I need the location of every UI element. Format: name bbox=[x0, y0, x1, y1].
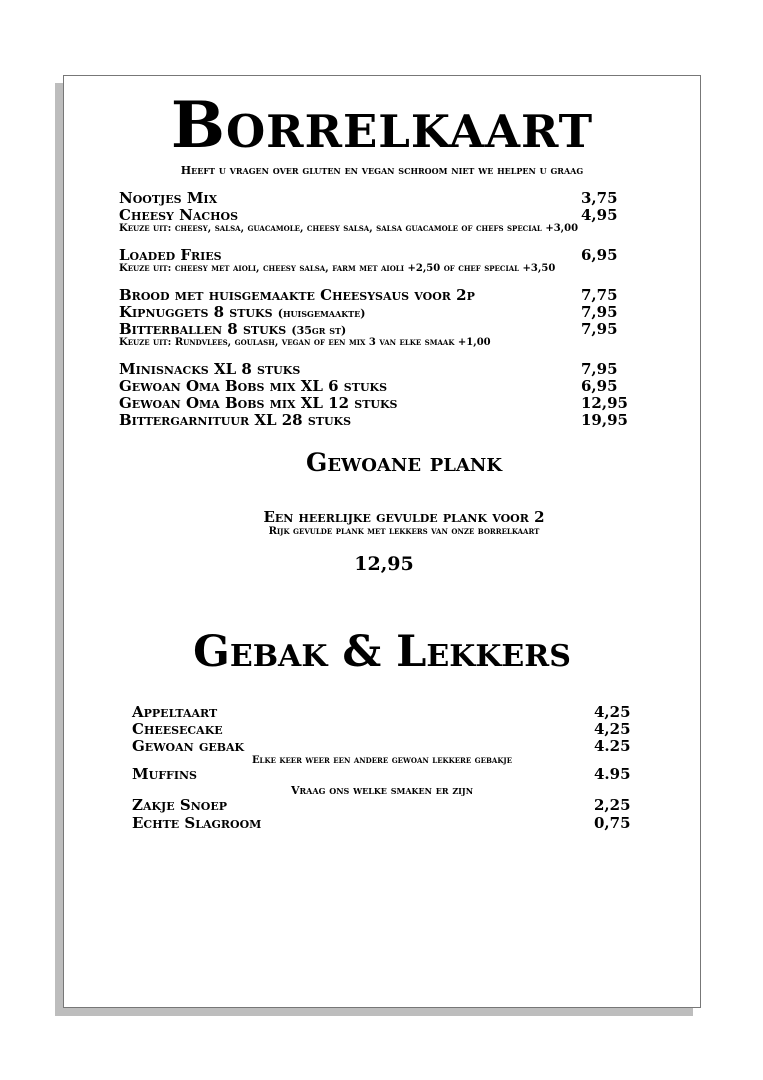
item-price: 4,25 bbox=[594, 703, 631, 721]
menu-item bbox=[119, 207, 619, 224]
item-price: 6,95 bbox=[581, 246, 618, 264]
item-extra: (35gr st) bbox=[291, 324, 347, 337]
item-price: 4,95 bbox=[581, 206, 618, 224]
menu-item bbox=[132, 738, 632, 755]
item-note: Vraag ons welke smaken er zijn bbox=[290, 784, 474, 797]
menu-item bbox=[119, 411, 628, 429]
menu-item bbox=[132, 721, 632, 738]
item-name: Zakje Snoep bbox=[132, 796, 227, 814]
item-price: 7,95 bbox=[581, 303, 618, 321]
menu-item bbox=[119, 190, 619, 207]
item-name: Gewoan Oma Bobs mix XL 12 stuks bbox=[119, 394, 398, 412]
gebak-title: Gebak & Lekkers bbox=[193, 627, 571, 677]
item-name: Nootjes Mix bbox=[119, 189, 218, 207]
item-name: Cheesecake bbox=[132, 720, 223, 738]
item-name: Echte Slagroom bbox=[132, 814, 262, 832]
item-price: 0,75 bbox=[594, 814, 631, 832]
item-price: 4,25 bbox=[594, 720, 631, 738]
item-name: Cheesy Nachos bbox=[119, 206, 239, 224]
item-price: 7,95 bbox=[581, 360, 618, 378]
menu-item bbox=[132, 815, 632, 832]
item-name: Brood met huisgemaakte Cheesysaus voor 2p bbox=[119, 286, 475, 304]
item-name: Gewoan gebak bbox=[132, 737, 245, 755]
item-note: Keuze uit: cheesy, salsa, guacamole, cheesy salsa, salsa guacamole of chefs special +3,00 bbox=[119, 223, 579, 234]
item-price: 7,75 bbox=[581, 286, 618, 304]
menu-item bbox=[119, 394, 628, 412]
item-name: Muffins bbox=[132, 765, 197, 783]
menu-page bbox=[63, 75, 701, 1008]
item-name: Bitterballen 8 stuks bbox=[119, 320, 287, 338]
item-price: 12,95 bbox=[581, 394, 628, 412]
menu-item bbox=[119, 378, 619, 395]
item-price: 6,95 bbox=[581, 377, 618, 395]
item-price: 4.95 bbox=[594, 765, 631, 783]
item-price: 7,95 bbox=[581, 320, 618, 338]
item-extra: (huisgemaakte) bbox=[277, 307, 366, 320]
item-name: Bittergarnituur XL 28 stuks bbox=[119, 411, 352, 429]
item-price: 2,25 bbox=[594, 796, 631, 814]
menu-item bbox=[119, 247, 619, 264]
plank-subtitle: Een heerlijke gevulde plank voor 2 bbox=[263, 508, 545, 526]
page-subtitle: Heeft u vragen over gluten en vegan schroom niet we helpen u graag bbox=[180, 164, 584, 177]
plank-description: Rijk gevulde plank met lekkers van onze borrelkaart bbox=[268, 526, 540, 537]
menu-item bbox=[119, 287, 619, 304]
plank-price: 12,95 bbox=[354, 553, 414, 575]
item-price: 19,95 bbox=[581, 411, 628, 429]
item-name: Kipnuggets 8 stuks bbox=[119, 303, 273, 321]
item-price: 3,75 bbox=[581, 189, 618, 207]
item-name: Appeltaart bbox=[132, 703, 218, 721]
menu-item bbox=[132, 704, 632, 721]
menu-item bbox=[132, 766, 632, 783]
item-name: Minisnacks XL 8 stuks bbox=[119, 360, 301, 378]
menu-item bbox=[119, 361, 619, 378]
item-price: 4.25 bbox=[594, 737, 631, 755]
item-note: Keuze uit: cheesy met aioli, cheesy salsa, farm met aioli +2,50 of chef special +3,50 bbox=[119, 263, 556, 274]
item-name: Loaded Fries bbox=[119, 246, 222, 264]
item-name: Gewoan Oma Bobs mix XL 6 stuks bbox=[119, 377, 388, 395]
item-note: Keuze uit: Rundvlees, goulash, vegan of een mix 3 van elke smaak +1,00 bbox=[119, 337, 491, 348]
page-title: Borrelkaart bbox=[170, 88, 594, 163]
plank-title: Gewoane plank bbox=[305, 448, 503, 477]
menu-item bbox=[132, 797, 632, 814]
item-note: Elke keer weer een andere gewoan lekkere gebakje bbox=[251, 755, 513, 766]
